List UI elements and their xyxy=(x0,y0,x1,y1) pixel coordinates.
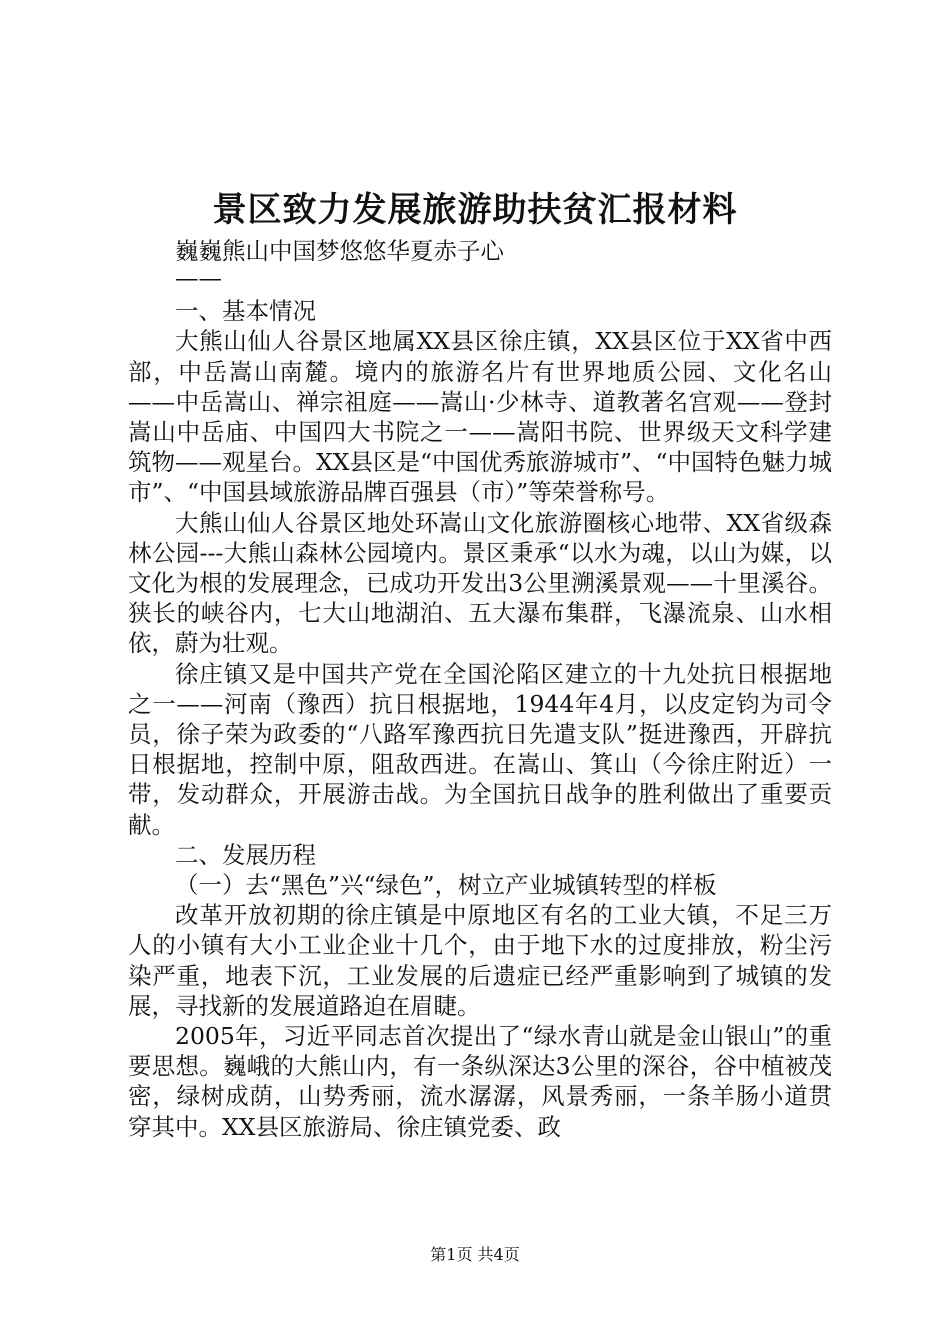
paragraph-4: 改革开放初期的徐庄镇是中原地区有名的工业大镇，不足三万人的小镇有大小工业企业十几个，由于地下水的过度排放，粉尘污染严重，地表下沉，工业发展的后遗症已经严重影响到了城镇的发展，寻找新的发展道路迫在眉睫。 xyxy=(128,901,832,1020)
paragraph-5: 2005年，习近平同志首次提出了“绿水青山就是金山银山”的重要思想。巍峨的大熊山内，有一条纵深达3公里的深谷，谷中植被茂密，绿树成荫，山势秀丽，流水潺潺，风景秀丽，一条羊肠小道贯穿其中。XX县区旅游局、徐庄镇党委、政 xyxy=(128,1022,832,1141)
document-title: 景区致力发展旅游助扶贫汇报材料 xyxy=(212,190,738,230)
paragraph-2: 大熊山仙人谷景区地处环嵩山文化旅游圈核心地带、XX省级森林公园---大熊山森林公园境内。景区秉承“以水为魂，以山为媒，以文化为根的发展理念，已成功开发出3公里溯溪景观——十里溪谷。狭长的峡谷内，七大山地湖泊、五大瀑布集群，飞瀑流泉、山水相依，蔚为壮观。 xyxy=(128,508,832,658)
subtitle-dash: —— xyxy=(175,264,222,293)
section-heading-2: 二、发展历程 xyxy=(175,840,316,869)
subtitle: 巍巍熊山中国梦悠悠华夏赤子心 xyxy=(175,237,504,265)
subsection-heading-1: （一）去“黑色”兴“绿色”，树立产业城镇转型的样板 xyxy=(175,871,717,900)
document-body xyxy=(128,236,832,1142)
section-heading-1: 一、基本情况 xyxy=(175,297,316,326)
paragraph-1: 大熊山仙人谷景区地属XX县区徐庄镇，XX县区位于XX省中西部，中岳嵩山南麓。境内的旅游名片有世界地质公园、文化名山——中岳嵩山、禅宗祖庭——嵩山·少林寺、道教著名宫观——登封嵩山中岳庙、中国四大书院之一——嵩阳书院、世界级天文科学建筑物——观星台。XX县区是“中国优秀旅游城市”、“中国特色魅力城市”、“中国县域旅游品牌百强县（市）”等荣誉称号。 xyxy=(128,327,833,507)
paragraph-3: 徐庄镇又是中国共产党在全国沦陷区建立的十九处抗日根据地之一——河南（豫西）抗日根据地，1944年4月，以皮定钧为司令员，徐子荣为政委的“八路军豫西抗日先遣支队”挺进豫西，开辟抗日根据地，控制中原，阻敌西进。在嵩山、箕山（今徐庄附近）一带，发动群众，开展游击战。为全国抗日战争的胜利做出了重要贡献。 xyxy=(128,659,832,839)
page-footer: 第1页 共4页 xyxy=(430,1245,520,1264)
